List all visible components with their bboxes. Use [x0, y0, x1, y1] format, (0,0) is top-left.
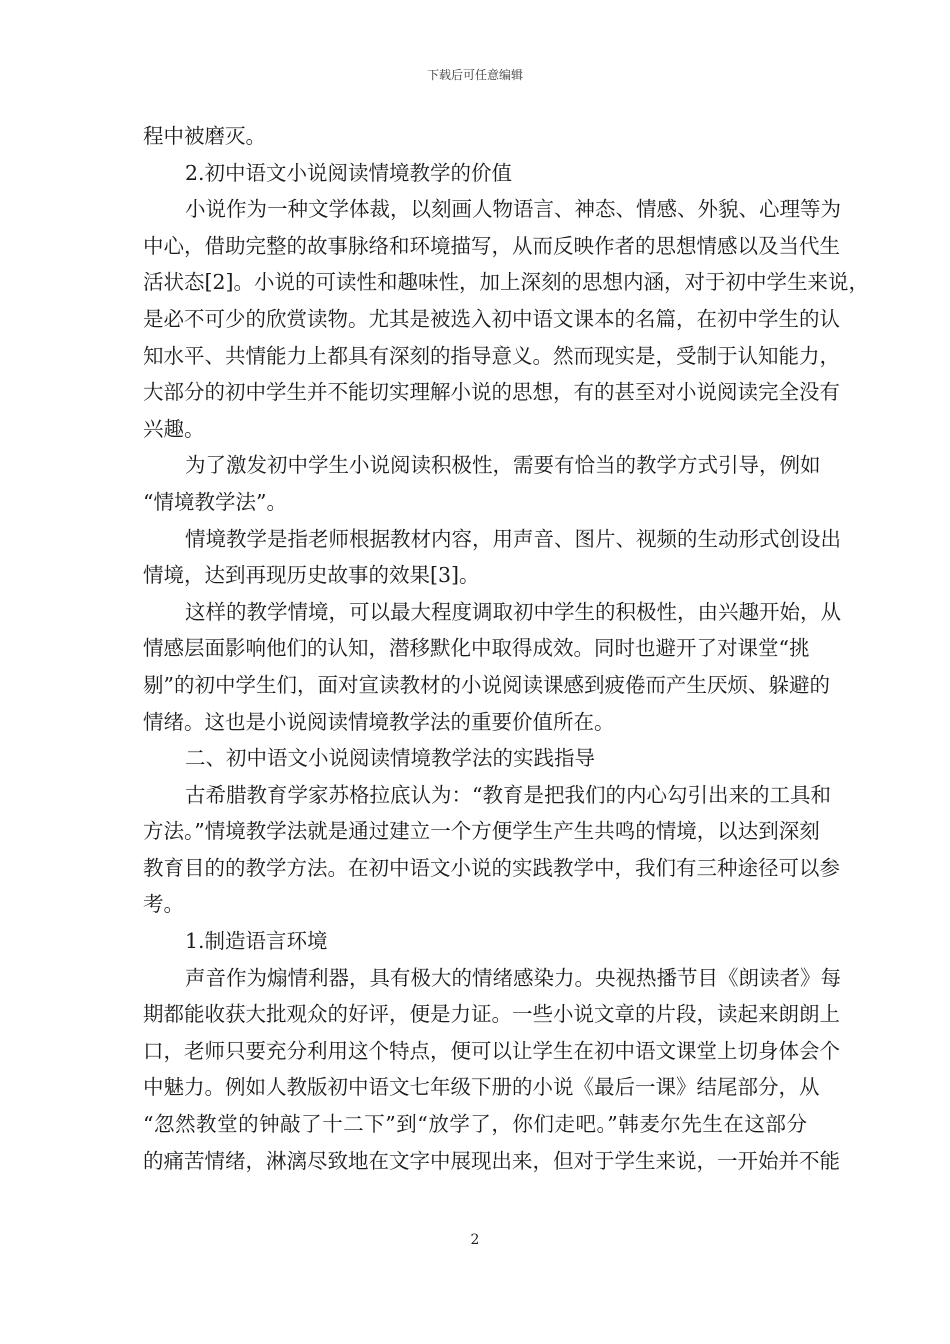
section-heading: 2.初中语文小说阅读情境教学的价值: [185, 160, 513, 185]
text-line: 情绪。这也是小说阅读情境教学法的重要价值所在。: [143, 709, 615, 734]
text-line: 知水平、共情能力上都具有深刻的指导意义。然而现实是，受制于认知能力，: [143, 343, 840, 368]
text-line: 口，老师只要充分利用这个特点，便可以让学生在初中语文课堂上切身体会个: [143, 1038, 840, 1063]
text-line: 考。: [143, 892, 184, 917]
text-line: 期都能收获大批观众的好评，便是力证。一些小说文章的片段，读起来朗朗上: [143, 1002, 840, 1027]
text-line: 兴趣。: [143, 416, 205, 441]
section-heading: 1.制造语言环境: [185, 929, 328, 954]
text-line: 古希腊教育学家苏格拉底认为：“教育是把我们的内心勾引出来的工具和: [185, 782, 831, 807]
text-line: 声音作为煽情利器，具有极大的情绪感染力。央视热播节目《朗读者》每: [185, 965, 841, 990]
section-heading: 二、初中语文小说阅读情境教学法的实践指导: [185, 746, 595, 771]
text-line: “情境教学法”。: [143, 489, 287, 514]
text-line: 小说作为一种文学体裁，以刻画人物语言、神态、情感、外貌、心理等为: [185, 197, 841, 222]
text-line: 剔”的初中学生们，面对宣读教材的小说阅读课感到疲倦而产生厌烦、躲避的: [143, 672, 830, 697]
page-number: 2: [470, 1232, 480, 1248]
text-line: 教育目的的教学方法。在初中语文小说的实践教学中，我们有三种途径可以参: [143, 855, 840, 880]
text-line: 的痛苦情绪，淋漓尽致地在文字中展现出来，但对于学生来说，一开始并不能: [143, 1148, 840, 1173]
text-line: 中魅力。例如人教版初中语文七年级下册的小说《最后一课》结尾部分，从: [143, 1075, 820, 1100]
text-line: 大部分的初中学生并不能切实理解小说的思想，有的甚至对小说阅读完全没有: [143, 380, 840, 405]
text-line: 这样的教学情境，可以最大程度调取初中学生的积极性，由兴趣开始，从: [185, 599, 841, 624]
page-header: 下载后可任意编辑: [426, 68, 523, 82]
document-body: [143, 118, 870, 1179]
text-line: “忽然教堂的钟敲了十二下”到“放学了，你们走吧。”韩麦尔先生在这部分: [143, 1112, 807, 1137]
text-line: 程中被磨灭。: [143, 124, 266, 148]
text-line: 是必不可少的欣赏读物。尤其是被选入初中语文课本的名篇，在初中学生的认: [143, 306, 840, 331]
text-line: 方法。”情境教学法就是通过建立一个方便学生产生共鸣的情境，以达到深刻: [143, 819, 820, 844]
text-line: 为了激发初中学生小说阅读积极性，需要有恰当的教学方式引导，例如: [185, 453, 821, 478]
text-line: 中心，借助完整的故事脉络和环境描写，从而反映作者的思想情感以及当代生: [143, 233, 840, 258]
text-line: 活状态[2]。小说的可读性和趣味性，加上深刻的思想内涵，对于初中学生来说，: [143, 270, 870, 295]
text-line: 情感层面影响他们的认知，潜移默化中取得成效。同时也避开了对课堂“挑: [143, 636, 810, 661]
text-line: 情境，达到再现历史故事的效果[3]。: [143, 563, 480, 588]
text-line: 情境教学是指老师根据教材内容，用声音、图片、视频的生动形式创设出: [185, 526, 841, 551]
